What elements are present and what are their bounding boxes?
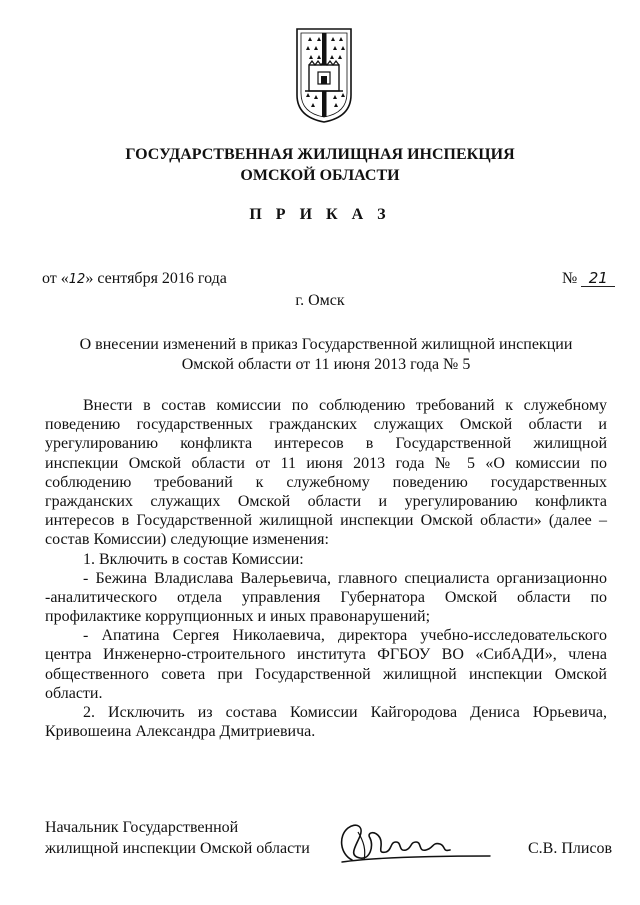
subject-line1: О внесении изменений в приказ Государственной жилищной инспекции (79, 336, 573, 353)
order-number (562, 270, 615, 288)
organization-name-line1: ГОСУДАРСТВЕННАЯ ЖИЛИЩНАЯ ИНСПЕКЦИЯ (125, 146, 515, 163)
body-line: состав Комиссии) следующие изменения: (45, 531, 329, 549)
number-label: № (562, 270, 578, 287)
body-line: соблюдению требований к служебному поведению государственных (45, 473, 607, 491)
body-line: Кривошеина Александра Дмитриевича. (45, 723, 316, 741)
body-line: -аналитического отдела управления Губернатора Омской области по (45, 588, 607, 606)
signer-position-line1: Начальник Государственной (45, 819, 239, 836)
date-prefix: от « (42, 270, 69, 287)
body-line: Внести в состав комиссии по соблюдению требований к служебному (83, 397, 607, 414)
body-line: области. (45, 684, 103, 702)
omsk-coat-of-arms-icon (293, 25, 355, 125)
body-line: интересов в Государственной жилищной инспекции Омской области» (далее – (45, 512, 607, 530)
subject-line2: Омской области от 11 июня 2013 года № 5 (181, 356, 471, 373)
signer-name: С.В. Плисов (528, 840, 613, 857)
body-line: инспекции Омской области от 11 июня 2013 года № 5 «О комиссии по (45, 454, 607, 472)
date-day-handwritten: 12 (68, 272, 86, 287)
handwritten-signature-icon (330, 818, 505, 868)
number-value-handwritten: 21 (581, 270, 615, 287)
organization-name-line2: ОМСКОЙ ОБЛАСТИ (240, 167, 400, 184)
body-line: профилактике коррупционных и иных правонарушений; (45, 608, 431, 626)
document-type-title: П Р И К А З (249, 206, 391, 223)
body-line: гражданских служащих Омской области и урегулированию конфликта (45, 492, 607, 510)
date-suffix: » сентября 2016 года (85, 270, 227, 287)
body-line: 2. Исключить из состава Комиссии Кайгородова Дениса Юрьевича, (83, 704, 607, 721)
city: г. Омск (295, 292, 345, 309)
body-line: - Апатина Сергея Николаевича, директора учебно-исследовательского (83, 627, 607, 645)
body-line: общественного совета при Государственной жилищной инспекции Омской (45, 665, 607, 683)
body-line: поведению государственных гражданских служащих Омской области и (45, 416, 607, 434)
body-line: 1. Включить в состав Комиссии: (83, 550, 304, 568)
signer-position-line2: жилищной инспекции Омской области (45, 840, 310, 857)
order-date (42, 270, 227, 288)
body-line: - Бежина Владислава Валерьевича, главного специалиста организационно (83, 569, 607, 587)
order-body (45, 396, 607, 741)
body-line: центра Инженерно-строительного института ФГБОУ ВО «СибАДИ», члена (45, 646, 607, 664)
body-line: урегулированию конфликта интересов в Государственной жилищной (45, 435, 607, 453)
